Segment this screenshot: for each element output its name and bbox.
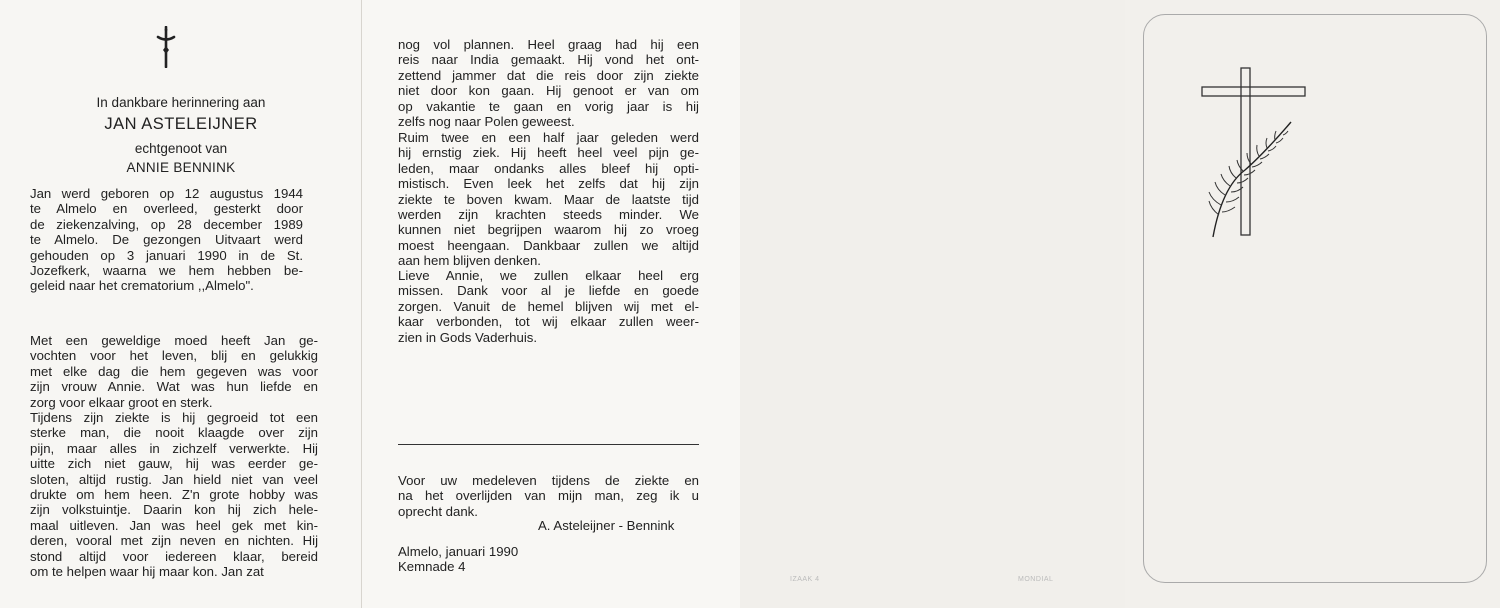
text-line: kunnen niet begrijpen waarom hij zo vroeg (398, 222, 699, 238)
spouse-name: ANNIE BENNINK (126, 160, 236, 175)
text-line: aan hem blijven denken. (398, 253, 541, 269)
text-line: geleid naar het crematorium ,,Almelo". (30, 278, 254, 294)
text-line: zijn vrouw Annie. Wat was hun liefde en (30, 379, 318, 395)
signature: A. Asteleijner - Bennink (538, 518, 675, 533)
text-line: Voor uw medeleven tijdens de ziekte en (398, 473, 699, 488)
tribute-paragraph-5 (398, 268, 699, 345)
text-line: vochten voor het leven, blij en gelukkig (30, 348, 318, 364)
address: Kemnade 4 (398, 559, 466, 575)
tribute-paragraph-3 (398, 37, 699, 129)
text-line: mistisch. Even leek het zelfs dat hij zijn (398, 176, 699, 192)
thanks-paragraph (398, 473, 699, 519)
text-line: sloten, altijd rustig. Jan hield niet van veel (30, 471, 318, 487)
text-line: zien in Gods Vaderhuis. (398, 329, 538, 345)
text-line: zettend jammer dat die reis door zijn ziekte (398, 67, 699, 83)
text-line: zijn volkstuintje. Daarin kon hij zich hele- (30, 502, 318, 518)
text-line: werden zijn krachten steeds minder. We (398, 207, 699, 223)
text-line: leden, maar ondanks alles bleef hij opti- (398, 160, 699, 176)
text-line: maal uitleven. Jan was heel gek met kin- (30, 517, 318, 533)
text-line: missen. Dank voor al je liefde en goede (398, 283, 699, 299)
text-line: sterke man, die nooit klaagde over zijn (30, 425, 318, 441)
tribute-paragraph-2 (30, 410, 318, 579)
text-line: Lieve Annie, we zullen elkaar heel erg (398, 268, 699, 283)
text-line: ziekte te boven kwam. Maar de laatste tijd (398, 191, 699, 207)
spouse-label: echtgenoot van (134, 141, 228, 156)
small-cross-icon (155, 26, 177, 68)
text-line: Met een geweldige moed heeft Jan ge- (30, 333, 318, 348)
biography-paragraph (30, 186, 303, 294)
text-line: te Almelo. De gezongen Uitvaart werd (30, 232, 303, 248)
divider-line (398, 444, 699, 445)
text-line: kaar verbonden, tot wij elkaar zullen weer- (398, 314, 699, 330)
text-line: op vakantie te gaan en vorig jaar is hij (398, 98, 699, 114)
text-line: Jan werd geboren op 12 augustus 1944 (30, 186, 303, 201)
back-panel (740, 0, 1125, 608)
text-line: hij ernstig ziek. Hij heeft heel veel pijn ge- (398, 145, 699, 161)
text-line: met elke dag die hem gegeven was voor (30, 363, 318, 379)
text-line: moest heengaan. Dankbaar zullen we altijd (398, 237, 699, 253)
place-and-address (398, 544, 518, 575)
text-line: nog vol plannen. Heel graag had hij een (398, 37, 699, 52)
text-line: oprecht dank. (398, 503, 478, 519)
text-line: Tijdens zijn ziekte is hij gegroeid tot een (30, 410, 318, 425)
text-line: stond altijd voor iedereen klaar, bereid (30, 548, 318, 564)
printer-mark-left: IZAAK 4 (790, 576, 820, 583)
deceased-name: JAN ASTELEIJNER (104, 115, 258, 133)
text-line: deren, vooral met zijn neven en nichten. Hij (30, 533, 318, 549)
text-line: om te helpen waar hij maar kon. Jan zat (30, 564, 264, 580)
text-line: gehouden op 3 januari 1990 in de St. (30, 247, 303, 263)
text-line: zorgen. Vanuit de hemel blijven wij met el- (398, 298, 699, 314)
text-line: Jozefkerk, waarna we hem hebben be- (30, 263, 303, 279)
text-line: te Almelo en overleed, gesterkt door (30, 201, 303, 217)
text-line: niet door kon gaan. Hij genoot er van om (398, 83, 699, 99)
place-date: Almelo, januari 1990 (398, 544, 519, 559)
text-line: drukte om hem heen. Z'n grote hobby was (30, 487, 318, 503)
text-line: uitte zich niet gauw, hij was eerder ge- (30, 456, 318, 472)
cross-with-palm-icon (1195, 65, 1315, 240)
text-line: zelfs nog naar Polen geweest. (398, 114, 575, 130)
tribute-paragraph-4 (398, 130, 699, 269)
text-line: pijn, maar alles in zichzelf verwerkte. Hij (30, 440, 318, 456)
text-line: na het overlijden van mijn man, zeg ik u (398, 488, 699, 504)
text-line: de ziekenzalving, op 28 december 1989 (30, 216, 303, 232)
tribute-paragraph-1 (30, 333, 318, 410)
text-line: zorg voor elkaar groot en sterk. (30, 394, 213, 410)
text-line: Ruim twee en een half jaar geleden werd (398, 130, 699, 145)
text-line: reis naar India gemaakt. Hij vond het ont- (398, 52, 699, 68)
dedication-intro: In dankbare herinnering aan (96, 95, 266, 110)
printer-mark-right: MONDIAL (1018, 576, 1054, 583)
